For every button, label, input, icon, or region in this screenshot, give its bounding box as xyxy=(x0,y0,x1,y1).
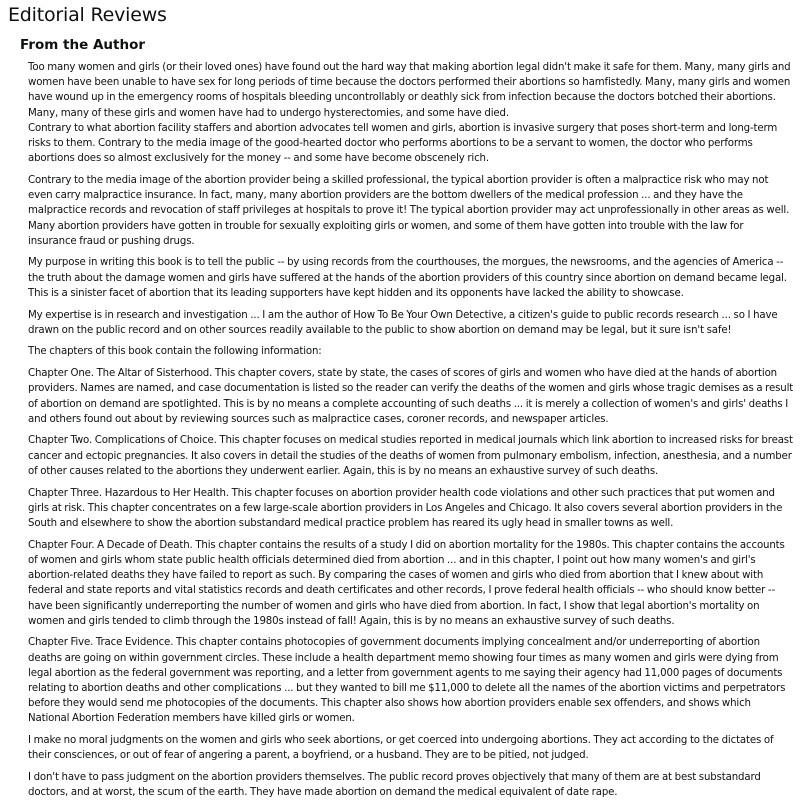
paragraph-chapter-two: Chapter Two. Complications of Choice. This chapter focuses on medical studies reported in medical journals which link abortion to increased risks for breast cancer and ectopic pregnancies. It also covers in detail the studies of the deaths of women from pulmonary embolism, infection, anesthesia, and a number of other causes related to the abortions they underwent earlier. Again, this is by no means an exhaustive survey of such deaths. xyxy=(28,435,793,477)
paragraph-purpose: My purpose in writing this book is to tell the public -- by using records from the courthouses, the morgues, the newsrooms, and the agencies of America -- the truth about the damage women and girls have suffered at the hands of the abortion providers of this country since abortion on demand became legal. This is a sinister facet of abortion that its leading supporters have kept hidden and its opponents have lacked the ability to showcase. xyxy=(28,257,787,299)
page-title: Editorial Reviews xyxy=(8,4,167,26)
paragraph-chapter-one: Chapter One. The Altar of Sisterhood. This chapter covers, state by state, the cases of scores of girls and women who have died at the hands of abortion providers. Names are named, and case documentation is listed so the reader can verify the deaths of the women and girls whose tragic demises as a result of abortion on demand are spotlighted. This is by no means a complete accounting of such deaths ... it is merely a collection of women's and girls' deaths I and others found out about by reviewing sources such as malpractice cases, coroner records, and newspaper articles. xyxy=(28,368,794,425)
paragraph-chapter-five: Chapter Five. Trace Evidence. This chapter contains photocopies of government documents implying concealment and/or underreporting of abortion deaths are going on within government circles. These include a health department memo showing four times as many women and girls were dying from legal abortion as the federal government was reporting, and a letter from government agents to me saying their agency had 11,000 pages of documents relating to abortion deaths and other complications ... but they wanted to bill me $11,000 to delete all the names of the abortion victims and perpetrators before they would send me photocopies of the documents. This chapter also shows how abortion providers enable sex offenders, and shows which National Abortion Federation members have killed girls or women. xyxy=(28,637,786,725)
paragraph-contrary-invasive: Contrary to what abortion facility staffers and abortion advocates tell women and girls, abortion is invasive surgery that poses short-term and long-term risks to them. Contrary to the media image of the good-hearted doctor who performs abortions to be a servant to women, the doctor who performs abortions does so almost exclusively for the money -- and some have become obscenely rich. xyxy=(28,122,778,165)
paragraph-expertise: My expertise is in research and investigation ... I am the author of How To Be Your Own Detective, a citizen's guide to public records research ... so I have drawn on the public record and on other sources readily available to the public to show abortion on demand may be legal, but it sure isn't safe! xyxy=(28,309,778,336)
paragraph-chapter-four: Chapter Four. A Decade of Death. This chapter contains the results of a study I did on abortion mortality for the 1980s. This chapter contains the accounts of women and girls whom state public health officials determined died from abortion ... and in this chapter, I point out how many women's and girl's abortion-related deaths they have failed to report as such. By comparing the cases of women and girls who died from abortion that I knew about with federal and state reports and vital statistics records and death certificates and other records, I prove federal health officials -- who should know better -- have been significantly underreporting the number of women and girls who have died from abortion. In fact, I show that legal abortion's mortality on women and girls tended to climb through the 1980s instead of fall! Again, this is by no means an exhaustive survey of such deaths. xyxy=(28,539,785,627)
paragraph-intro: Too many women and girls (or their loved ones) have found out the hard way that making abortion legal didn't make it safe for them. Many, many girls and women have been unable to have sex for long periods of time because the doctors performed their abortions so hamfistedly. Many, many girls and women have wound up in the emergency rooms of hospitals bleeding uncontrollably or deathly sick from infection because the doctors botched their abortions. Many, many of these girls and women have had to undergo hysterectomies, and some have died. xyxy=(28,62,791,119)
paragraph-moral-judgments: I make no moral judgments on the women and girls who seek abortions, or get coerced into undergoing abortions. They act according to the dictates of their consciences, or out of fear of angering a parent, a boyfriend, or a husband. They are to be pitied, not judged. xyxy=(28,735,774,762)
section-heading: From the Author xyxy=(20,37,146,53)
review-body xyxy=(28,60,794,807)
paragraph-providers-judgment: I don't have to pass judgment on the abortion providers themselves. The public record proves objectively that many of them are at best substandard doctors, and at worst, the scum of the earth. They have made abortion on demand the medical equivalent of date rape. xyxy=(28,772,761,799)
paragraph-chapters-intro: The chapters of this book contain the following information: xyxy=(28,346,322,358)
paragraph-chapter-three: Chapter Three. Hazardous to Her Health. This chapter focuses on abortion provider health code violations and other such practices that put women and girls at risk. This chapter concentrates on a few large-scale abortion providers in Los Angeles and Chicago. It also covers several abortion providers in the South and elsewhere to show the abortion substandard medical practice problem has reared its ugly head in smaller towns as well. xyxy=(28,487,783,529)
paragraph-contrary-skilled: Contrary to the media image of the abortion provider being a skilled professional, the typical abortion provider is often a malpractice risk who may not even carry malpractice insurance. In fact, many, many abortion providers are the bottom dwellers of the medical profession ... and they have the malpractice records and revocation of staff privileges at hospitals to prove it! The typical abortion provider may act unprofessionally in other areas as well. Many abortion providers have gotten in trouble for sexually exploiting girls or women, and some of them have gotten into trouble with the law for insurance fraud or pushing drugs. xyxy=(28,174,790,247)
